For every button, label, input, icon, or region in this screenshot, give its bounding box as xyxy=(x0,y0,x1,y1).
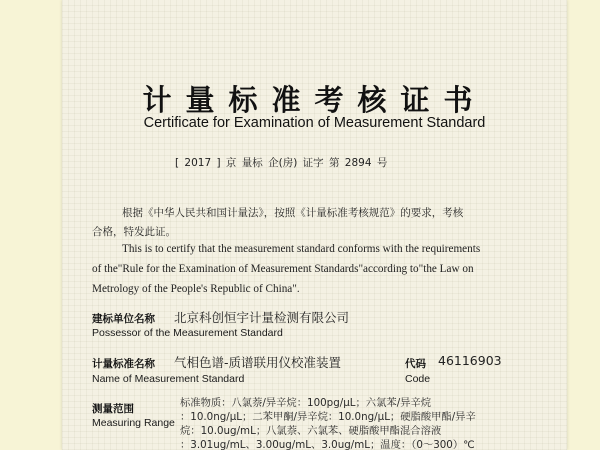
statement-en-line-1: This is to certify that the measurement standard conforms with the requirements xyxy=(122,243,481,255)
standard-name-label-en: Name of Measurement Standard xyxy=(92,373,245,385)
standard-name-value: 气相色谱-质谱联用仪校准装置 xyxy=(174,355,342,370)
certificate-title-en: Certificate for Examination of Measurement Standard xyxy=(143,115,486,131)
range-line-1: 标准物质：八氯萘/异辛烷：100pg/μL；六氯苯/异辛烷 xyxy=(180,397,432,409)
possessor-value: 北京科创恒宇计量检测有限公司 xyxy=(174,310,350,325)
code-value: 46116903 xyxy=(438,353,502,368)
possessor-label-en: Possessor of the Measurement Standard xyxy=(92,327,283,339)
certificate-title-cn: 计量标准考核证书 xyxy=(142,83,487,117)
code-label-cn: 代码 xyxy=(405,358,426,370)
range-label-en: Measuring Range xyxy=(92,417,175,429)
statement-en-line-3: Metrology of the People's Republic of China". xyxy=(92,283,300,295)
code-label-en: Code xyxy=(405,373,431,385)
range-line-2: ：10.0ng/μL；二苯甲酮/异辛烷：10.0ng/μL；硬脂酸甲酯/异辛 xyxy=(180,411,476,423)
statement-en-line-2: of the"Rule for the Examination of Measurement Standards"according to"the Law on xyxy=(92,263,474,275)
range-line-3: 烷：10.0ug/mL；八氯萘、六氯苯、硬脂酸甲酯混合溶液 xyxy=(180,425,442,437)
certificate-number: [ 2017 ] 京 量标 企(房) 证字 第 2894 号 xyxy=(175,157,388,169)
statement-cn-line-2: 合格，特发此证。 xyxy=(92,226,176,238)
standard-name-label-cn: 计量标准名称 xyxy=(92,358,155,370)
statement-cn-line-1: 根据《中华人民共和国计量法》，按照《计量标准考核规范》的要求，考核 xyxy=(122,207,464,219)
range-line-4: ：3.01ug/mL、3.00ug/mL、3.0ug/mL；温度：（0～300）℃ xyxy=(180,439,475,450)
range-label-cn: 测量范围 xyxy=(92,403,134,415)
possessor-label-cn: 建标单位名称 xyxy=(92,313,155,325)
